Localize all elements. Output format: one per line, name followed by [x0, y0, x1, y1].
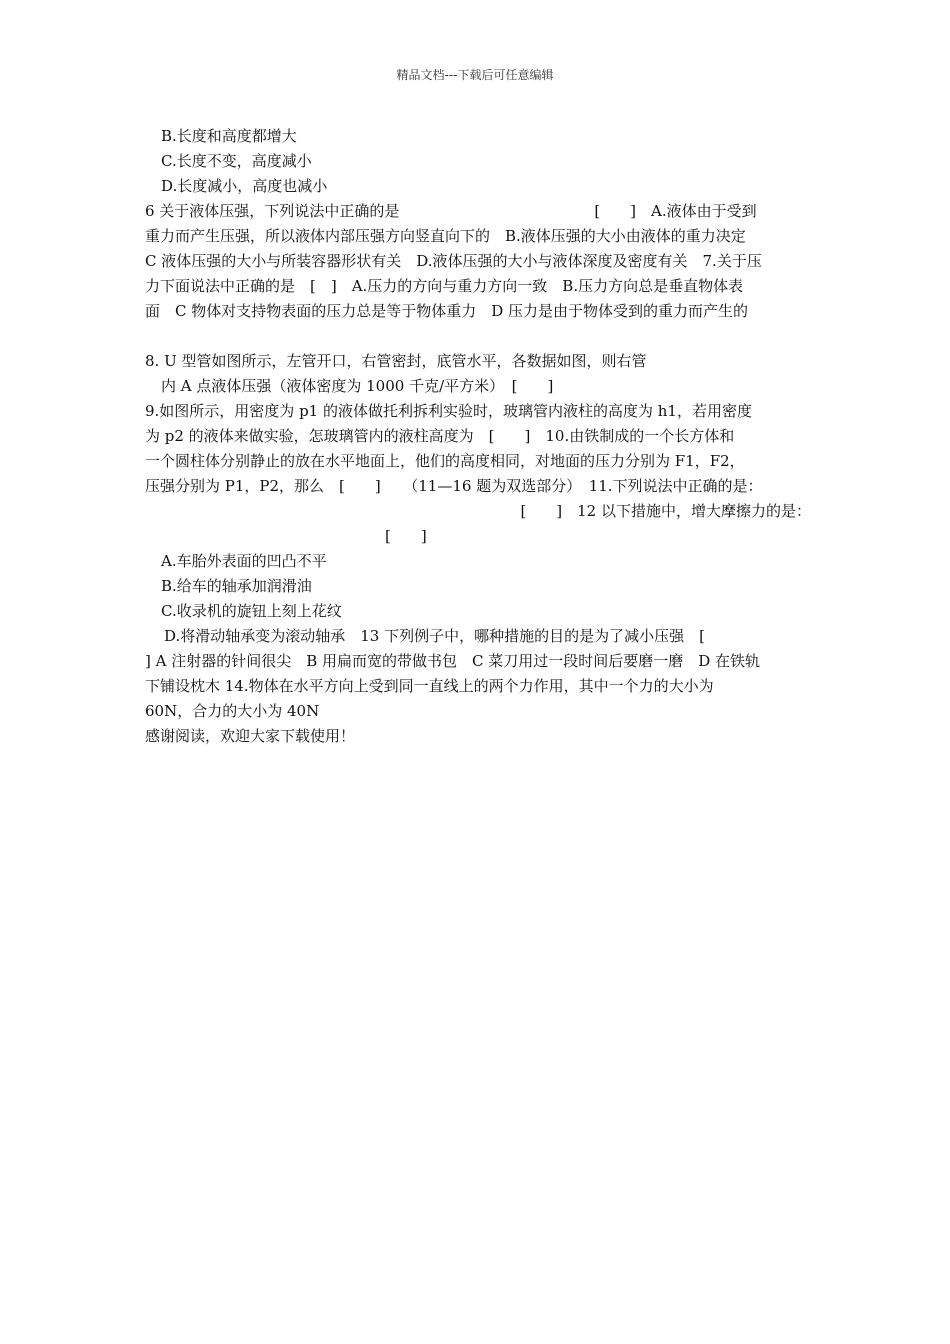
- option-d: D.将滑动轴承变为滚动轴承 13 下列例子中，哪种措施的目的是为了减小压强 [: [164, 627, 705, 645]
- option-b: B.长度和高度都增大: [161, 127, 297, 145]
- option-d: D.长度减小，高度也减小: [161, 177, 328, 195]
- question-6-line: 重力而产生压强，所以液体内部压强方向竖直向下的 B.液体压强的大小由液体的重力决定: [145, 227, 746, 245]
- option-b: B.给车的轴承加润滑油: [161, 577, 312, 595]
- question-6-line: 6 关于液体压强，下列说法中正确的是 [ ] A.液体由于受到: [145, 202, 757, 220]
- page-header: 精品文档---下载后可任意编辑: [396, 68, 554, 82]
- question-10-line: 一个圆柱体分别静止的放在水平地面上，他们的高度相同，对地面的压力分别为 F1，F2，: [145, 452, 745, 470]
- paragraph-gap: [145, 324, 811, 349]
- option-c: C.收录机的旋钮上刻上花纹: [161, 602, 342, 620]
- question-14-line: 60N，合力的大小为 40N: [145, 702, 320, 720]
- question-7-line: 力下面说法中正确的是 [ ] A.压力的方向与重力方向一致 B.压力方向总是垂直物体表: [145, 277, 744, 295]
- question-8-line: 8. U 型管如图所示，左管开口，右管密封，底管水平，各数据如图，则右管: [145, 352, 647, 370]
- question-9-line: 9.如图所示，用密度为 p1 的液体做托利拆利实验时，玻璃管内液柱的高度为 h1，若用密度: [145, 402, 752, 420]
- document-body: [145, 124, 811, 749]
- option-c: C.长度不变，高度减小: [161, 152, 312, 170]
- question-13-line: ] A 注射器的针间很尖 B 用扁而宽的带做书包 C 菜刀用过一段时间后要磨一磨 D 在铁轨: [145, 652, 761, 670]
- question-10-line: 压强分别为 P1，P2，那么 [ ] （11—16 题为双选部分） 11.下列说法中正确的是：: [145, 477, 763, 495]
- question-8-line: 内 A 点液体压强（液体密度为 1000 千克/平方米） [ ]: [161, 377, 554, 395]
- question-9-line: 为 p2 的液体来做实验，怎玻璃管内的液柱高度为 [ ] 10.由铁制成的一个长方体和: [145, 427, 735, 445]
- closing-note: 感谢阅读，欢迎大家下载使用！: [145, 727, 356, 745]
- answer-bracket: [ ]: [385, 527, 427, 545]
- question-12-line: [ ] 12 以下措施中，增大摩擦力的是：: [520, 502, 811, 520]
- question-7-line: C 液体压强的大小与所装容器形状有关 D.液体压强的大小与液体深度及密度有关 7.关于压: [145, 252, 762, 270]
- question-7-line: 面 C 物体对支持物表面的压力总是等于物体重力 D 压力是由于物体受到的重力而产生的: [145, 302, 749, 320]
- option-a: A.车胎外表面的凹凸不平: [161, 552, 327, 570]
- question-14-line: 下铺设枕木 14.物体在水平方向上受到同一直线上的两个力作用，其中一个力的大小为: [145, 677, 714, 695]
